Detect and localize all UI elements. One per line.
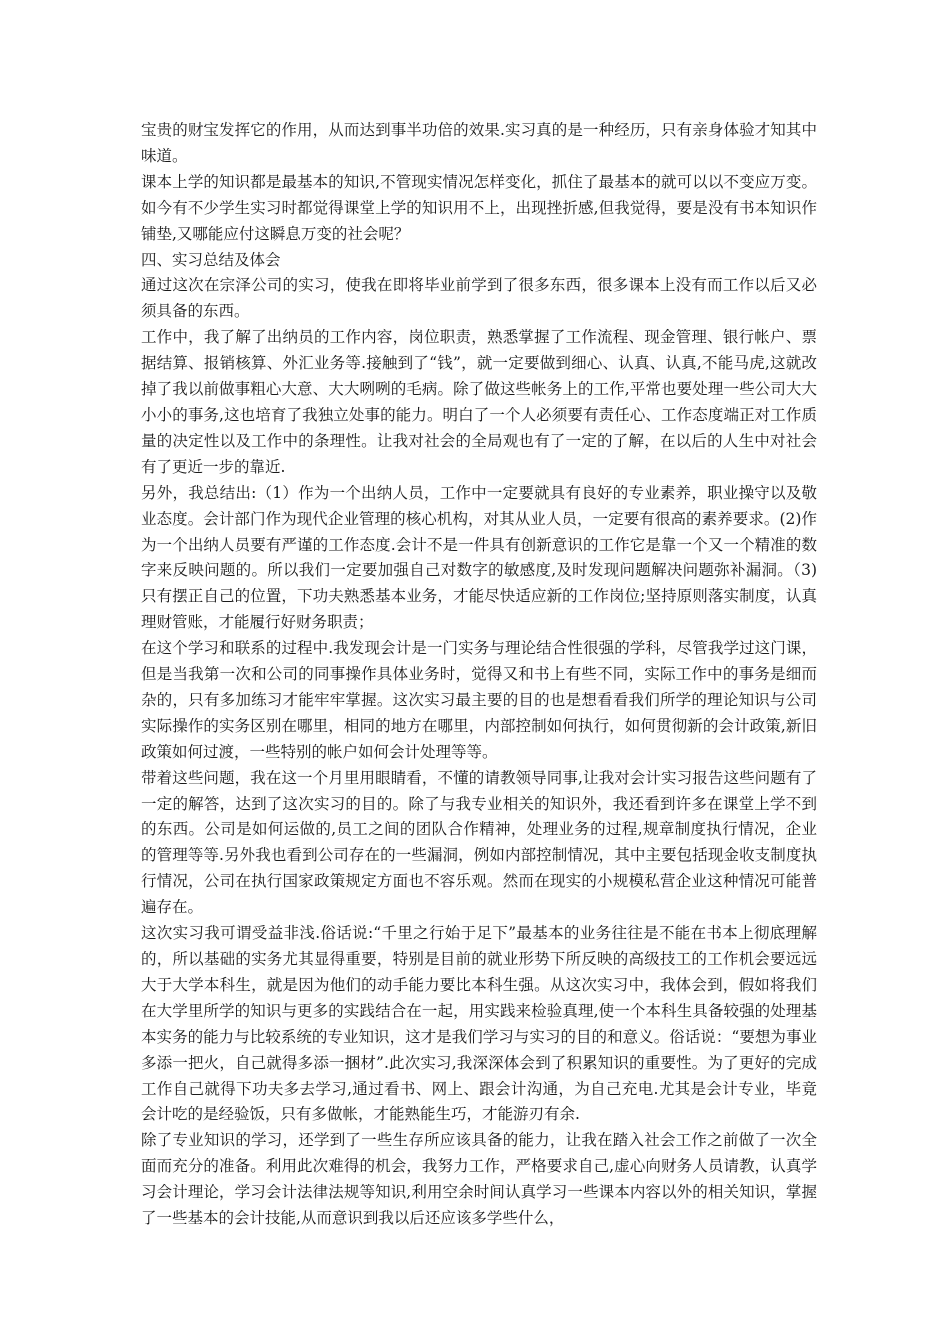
document-page [141, 118, 817, 1232]
paragraph-work-duties: 工作中，我了解了出纳员的工作内容，岗位职责，熟悉掌握了工作流程、现金管理、银行帐户、票据结算、报销核算、外汇业务等.接触到了“钱”，就一定要做到细心、认真、认真,不能马虎,这就改掉了我以前做事粗心大意、大大咧咧的毛病。除了做这些帐务上的工作,平常也要处理一些公司大大小小的事务,这也培育了我独立处事的能力。明白了一个人必须要有责任心、工作态度端正对工作质量的决定性以及工作中的条理性。让我对社会的全局观也有了一定的了解，在以后的人生中对社会有了更近一步的靠近. [141, 328, 817, 476]
paragraph-textbook-knowledge: 课本上学的知识都是最基本的知识,不管现实情况怎样变化，抓住了最基本的就可以以不变应万变。如今有不少学生实习时都觉得课堂上学的知识用不上，出现挫折感,但我觉得，要是没有书本知识作铺垫,又哪能应付这瞬息万变的社会呢？ [141, 172, 817, 243]
paragraph-life-skills: 除了专业知识的学习，还学到了一些生存所应该具备的能力，让我在踏入社会工作之前做了一次全面而充分的准备。利用此次难得的机会，我努力工作，严格要求自己,虚心向财务人员请教，认真学习会计理论，学习会计法律法规等知识,利用空余时间认真学习一些课本内容以外的相关知识，掌握了一些基本的会计技能,从而意识到我以后还应该多学些什么， [141, 1131, 817, 1228]
section-heading-summary: 四、实习总结及体会 [141, 250, 281, 269]
paragraph-questions-answered: 带着这些问题，我在这一个月里用眼睛看，不懂的请教领导同事,让我对会计实习报告这些问题有了一定的解答，达到了这次实习的目的。除了与我专业相关的知识外，我还看到许多在课堂上学不到的东西。公司是如何运做的,员工之间的团队合作精神，处理业务的过程,规章制度执行情况，企业的管理等等.另外我也看到公司存在的一些漏洞，例如内部控制情况，其中主要包括现金收支制度执行情况，公司在执行国家政策规定方面也不容乐观。然而在现实的小规模私营企业这种情况可能普遍存在。 [141, 768, 817, 917]
paragraph-benefits: 这次实习我可谓受益非浅.俗话说:“千里之行始于足下”最基本的业务往往是不能在书本上彻底理解的，所以基础的实务尤其显得重要，特别是目前的就业形势下所反映的高级技工的工作机会要远远大于大学本科生，就是因为他们的动手能力要比本科生强。从这次实习中，我体会到，假如将我们在大学里所学的知识与更多的实践结合在一起，用实践来检验真理,使一个本科生具备较强的处理基本实务的能力与比较系统的专业知识，这才是我们学习与实习的目的和意义。俗话说：“要想为事业多添一把火，自己就得多添一捆材”.此次实习,我深深体会到了积累知识的重要性。为了更好的完成工作自己就得下功夫多去学习,通过看书、网上、跟会计沟通，为自己充电.尤其是会计专业，毕竟会计吃的是经验饭，只有多做帐，才能熟能生巧，才能游刃有余. [141, 924, 817, 1124]
paragraph-summary-points: 另外，我总结出:（1）作为一个出纳人员，工作中一定要就具有良好的专业素养，职业操守以及敬业态度。会计部门作为现代企业管理的核心机构，对其从业人员，一定要有很高的素养要求。(2)作为一个出纳人员要有严谨的工作态度.会计不是一件具有创新意识的工作它是靠一个又一个精准的数字来反映问题的。所以我们一定要加强自己对数字的敏感度,及时发现问题解决问题弥补漏洞。（3)只有摆正自己的位置，下功夫熟悉基本业务，才能尽快适应新的工作岗位;坚持原则落实制度，认真理财管账，才能履行好财务职责； [141, 483, 817, 632]
paragraph-internship-overview: 通过这次在宗泽公司的实习，使我在即将毕业前学到了很多东西，很多课本上没有而工作以后又必须具备的东西。 [141, 276, 817, 321]
paragraph-intro-end: 宝贵的财宝发挥它的作用，从而达到事半功倍的效果.实习真的是一种经历，只有亲身体验才知其中味道。 [141, 121, 817, 165]
paragraph-learning-process: 在这个学习和联系的过程中.我发现会计是一门实务与理论结合性很强的学科，尽管我学过这门课，但是当我第一次和公司的同事操作具体业务时，觉得又和书上有些不同，实际工作中的事务是细而杂的，只有多加练习才能牢牢掌握。这次实习最主要的目的也是想看看我们所学的理论知识与公司实际操作的实务区别在哪里，相同的地方在哪里，内部控制如何执行，如何贯彻新的会计政策,新旧政策如何过渡，一些特别的帐户如何会计处理等等。 [141, 639, 817, 761]
